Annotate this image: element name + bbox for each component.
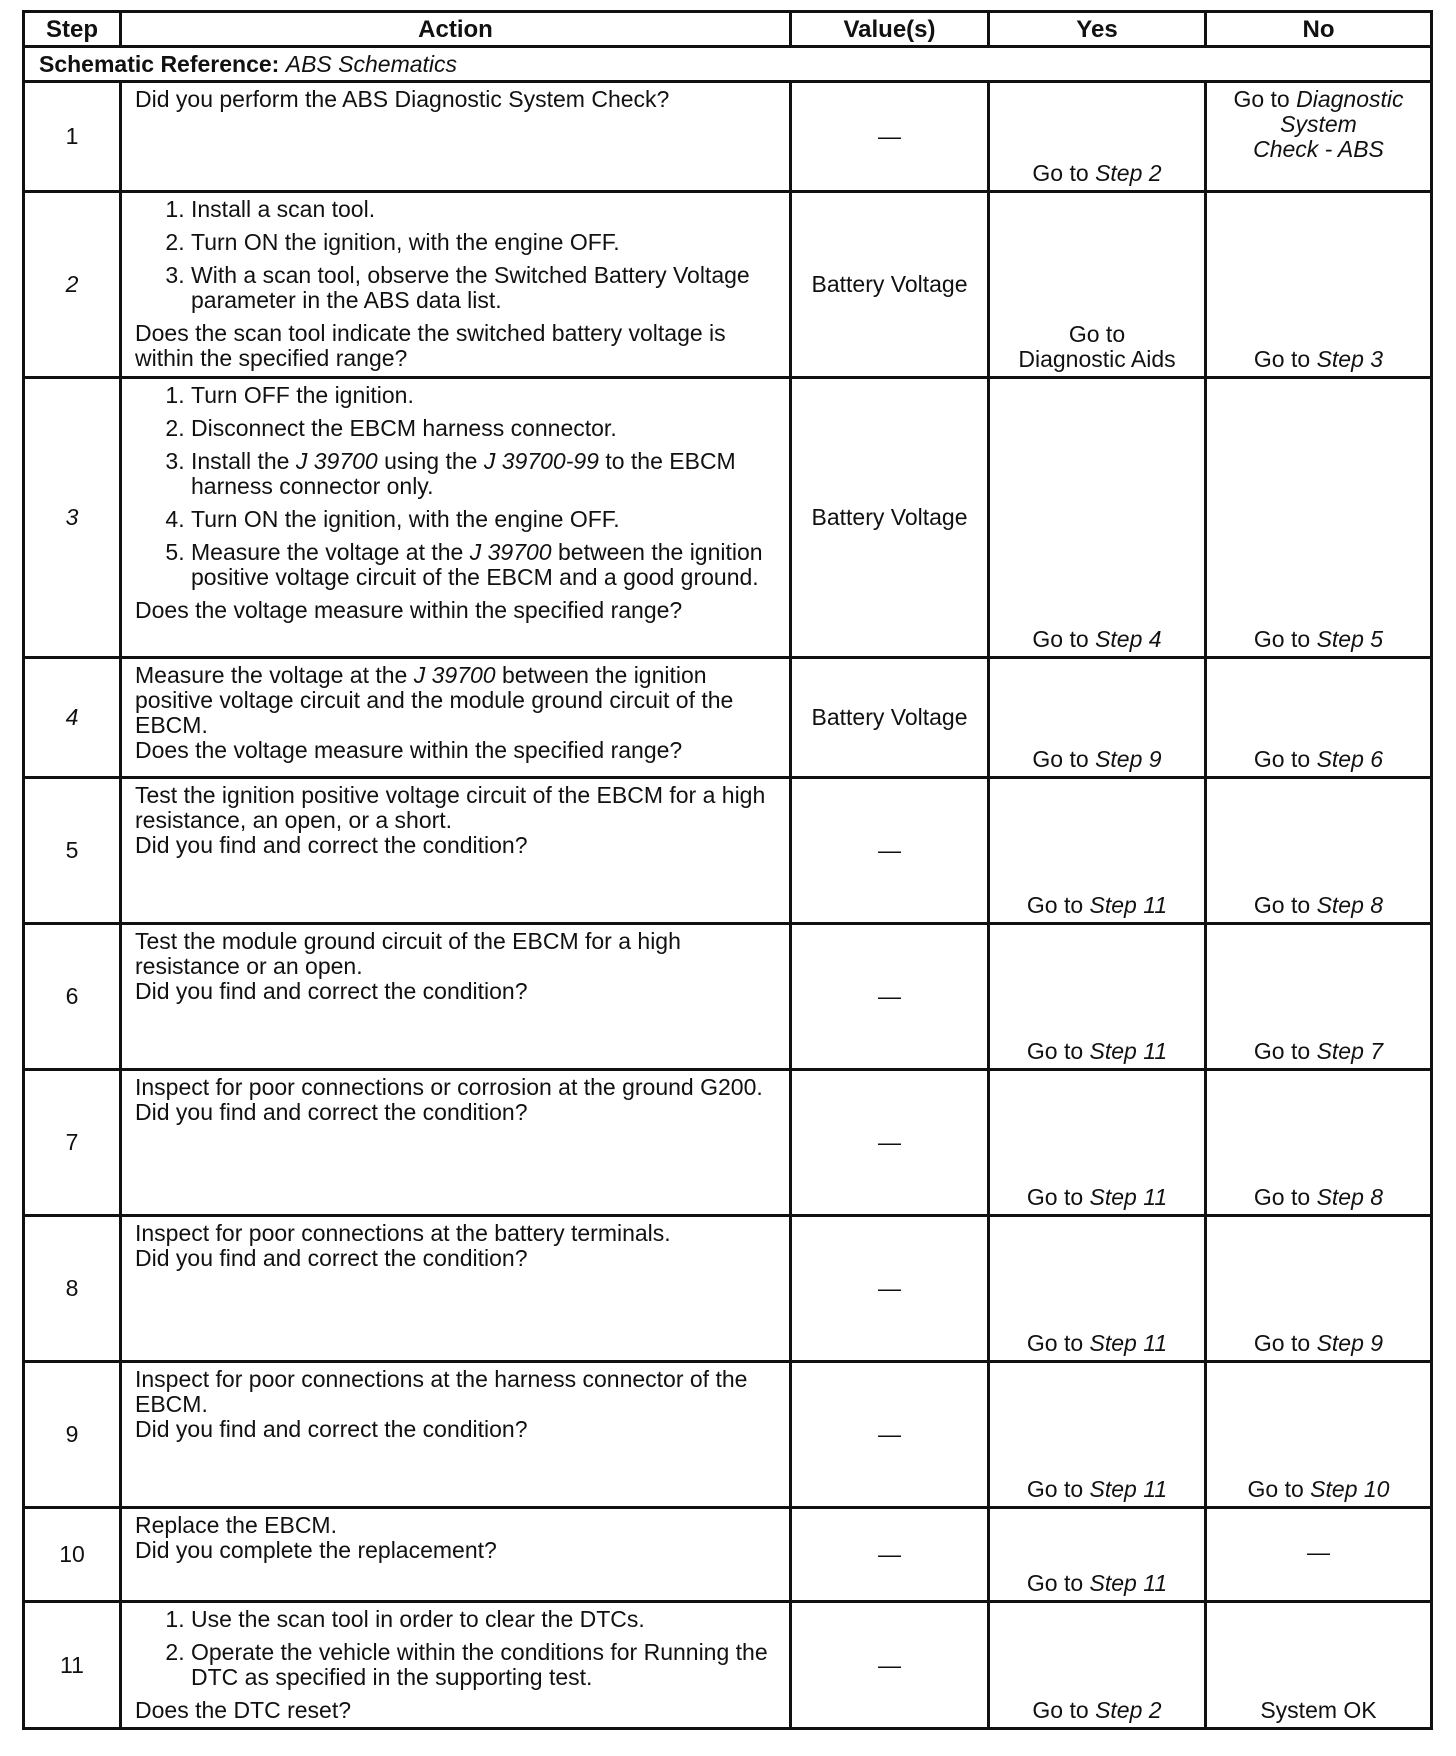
diagnostic-link[interactable]: Diagnostic bbox=[1296, 86, 1404, 112]
table-row bbox=[24, 1602, 1432, 1729]
no-cell: Go to Step 9 bbox=[1206, 1216, 1432, 1362]
step-link[interactable]: Step 8 bbox=[1316, 1184, 1384, 1210]
step-link[interactable]: Step 6 bbox=[1316, 746, 1384, 772]
action-text: Inspect for poor connections or corrosion at the ground G200. bbox=[135, 1074, 763, 1100]
step-link[interactable]: Step 11 bbox=[1089, 1330, 1168, 1356]
step-link[interactable]: Step 11 bbox=[1089, 1184, 1168, 1210]
no-cell: Go to Step 7 bbox=[1206, 924, 1432, 1070]
value-cell: — bbox=[791, 1362, 989, 1508]
value-cell: Battery Voltage bbox=[791, 378, 989, 658]
question-text: Does the voltage measure within the specified range? bbox=[135, 737, 683, 763]
table-row bbox=[24, 1216, 1432, 1362]
yes-cell: Go to Step 4 bbox=[989, 378, 1206, 658]
instruction-list: 1. Use the scan tool in order to clear the DTCs. 2. Operate the vehicle within the conditions for Running the DTC as specified in the supporting test. bbox=[135, 1607, 779, 1698]
value-cell: — bbox=[791, 1602, 989, 1729]
value-cell: — bbox=[791, 82, 989, 192]
diagnostic-table bbox=[22, 10, 1433, 1730]
action-text: Test the ignition positive voltage circuit of the EBCM for a high resistance, an open, or a short. bbox=[135, 782, 766, 833]
no-cell: Go to Step 8 bbox=[1206, 1070, 1432, 1216]
header-step: Step bbox=[24, 12, 121, 47]
table-row bbox=[24, 1070, 1432, 1216]
no-cell: Go to Diagnostic System Check - ABS bbox=[1206, 82, 1432, 192]
question-text: Did you find and correct the condition? bbox=[135, 832, 528, 858]
yes-cell: Go to Step 2 bbox=[989, 82, 1206, 192]
no-cell: Go to Step 6 bbox=[1206, 658, 1432, 778]
step-link[interactable]: Step 4 bbox=[1095, 626, 1162, 652]
yes-cell: Go to Step 11 bbox=[989, 1508, 1206, 1602]
yes-cell: Go to Diagnostic Aids bbox=[989, 192, 1206, 378]
question-text: Does the voltage measure within the specified range? bbox=[135, 597, 683, 623]
action-text: Inspect for poor connections at the harness connector of the EBCM. bbox=[135, 1366, 748, 1417]
step-number: 10 bbox=[24, 1508, 121, 1602]
yes-cell: Go to Step 11 bbox=[989, 924, 1206, 1070]
value-cell: — bbox=[791, 1216, 989, 1362]
instruction-list: 1. Turn OFF the ignition. 2. Disconnect the EBCM harness connector. 3. Install the J 39700 using the J 39700-99 to the EBCM harness connector only. 4. Turn ON the ignition, with the engine OFF. 5. Measure the voltage at the J 39700 between the ignition positive voltage circuit of the EBCM and a good ground. bbox=[135, 383, 779, 598]
step-link[interactable]: Step 11 bbox=[1089, 1476, 1168, 1502]
yes-cell: Go to Step 11 bbox=[989, 1216, 1206, 1362]
step-link[interactable]: Step 2 bbox=[1095, 1697, 1162, 1723]
step-number: 3 bbox=[24, 378, 121, 658]
header-row bbox=[24, 12, 1432, 47]
table-row bbox=[24, 924, 1432, 1070]
step-number: 11 bbox=[24, 1602, 121, 1729]
step-link[interactable]: Step 9 bbox=[1316, 1330, 1384, 1356]
table-row bbox=[24, 82, 1432, 192]
yes-cell: Go to Step 2 bbox=[989, 1602, 1206, 1729]
action-text: Did you perform the ABS Diagnostic System Check? bbox=[135, 86, 670, 112]
value-cell: — bbox=[791, 924, 989, 1070]
header-action: Action bbox=[121, 12, 791, 47]
step-number: 9 bbox=[24, 1362, 121, 1508]
table-row bbox=[24, 658, 1432, 778]
yes-cell: Go to Step 9 bbox=[989, 658, 1206, 778]
table-row bbox=[24, 1362, 1432, 1508]
value-cell: Battery Voltage bbox=[791, 192, 989, 378]
step-link[interactable]: Step 11 bbox=[1089, 892, 1168, 918]
yes-cell: Go to Step 11 bbox=[989, 778, 1206, 924]
header-yes: Yes bbox=[989, 12, 1206, 47]
schematic-label: Schematic Reference: bbox=[39, 50, 280, 77]
header-values: Value(s) bbox=[791, 12, 989, 47]
diagnostic-aids-link[interactable]: Diagnostic Aids bbox=[1018, 346, 1176, 372]
question-text: Did you find and correct the condition? bbox=[135, 1416, 528, 1442]
schematic-link[interactable]: ABS Schematics bbox=[285, 50, 458, 77]
question-text: Does the DTC reset? bbox=[135, 1697, 352, 1723]
step-link[interactable]: Step 9 bbox=[1095, 746, 1162, 772]
question-text: Does the scan tool indicate the switched battery voltage is within the specified range? bbox=[135, 320, 726, 371]
action-text: Test the module ground circuit of the EBCM for a high resistance or an open. bbox=[135, 928, 681, 979]
question-text: Did you find and correct the condition? bbox=[135, 1099, 528, 1125]
step-number: 5 bbox=[24, 778, 121, 924]
yes-cell: Go to Step 11 bbox=[989, 1070, 1206, 1216]
question-text: Did you find and correct the condition? bbox=[135, 978, 528, 1004]
table-row bbox=[24, 1508, 1432, 1602]
step-link[interactable]: Step 11 bbox=[1089, 1038, 1168, 1064]
step-number: 4 bbox=[24, 658, 121, 778]
header-no: No bbox=[1206, 12, 1432, 47]
step-link[interactable]: Step 11 bbox=[1089, 1570, 1168, 1596]
no-cell: Go to Step 5 bbox=[1206, 378, 1432, 658]
instruction-list: 1. Install a scan tool. 2. Turn ON the ignition, with the engine OFF. 3. With a scan tool, observe the Switched Battery Voltage parameter in the ABS data list. bbox=[135, 197, 779, 321]
step-number: 8 bbox=[24, 1216, 121, 1362]
no-cell: Go to Step 8 bbox=[1206, 778, 1432, 924]
step-link[interactable]: Step 2 bbox=[1095, 160, 1162, 186]
step-number: 2 bbox=[24, 192, 121, 378]
step-number: 1 bbox=[24, 82, 121, 192]
value-cell: — bbox=[791, 1508, 989, 1602]
step-number: 7 bbox=[24, 1070, 121, 1216]
schematic-reference-row bbox=[24, 47, 1432, 82]
no-cell: System OK bbox=[1206, 1602, 1432, 1729]
step-link[interactable]: Step 5 bbox=[1316, 626, 1384, 652]
value-cell: Battery Voltage bbox=[791, 658, 989, 778]
table-row bbox=[24, 192, 1432, 378]
action-text: Replace the EBCM. bbox=[135, 1512, 337, 1538]
step-link[interactable]: Step 7 bbox=[1316, 1038, 1384, 1064]
question-text: Did you complete the replacement? bbox=[135, 1537, 497, 1563]
question-text: Did you find and correct the condition? bbox=[135, 1245, 528, 1271]
value-cell: — bbox=[791, 778, 989, 924]
no-cell: Go to Step 3 bbox=[1206, 192, 1432, 378]
no-cell: Go to Step 10 bbox=[1206, 1362, 1432, 1508]
step-link[interactable]: Step 3 bbox=[1316, 346, 1384, 372]
step-link[interactable]: Step 8 bbox=[1316, 892, 1384, 918]
action-text: Inspect for poor connections at the battery terminals. bbox=[135, 1220, 671, 1246]
value-cell: — bbox=[791, 1070, 989, 1216]
step-link[interactable]: Step 10 bbox=[1310, 1476, 1390, 1502]
step-number: 6 bbox=[24, 924, 121, 1070]
table-row bbox=[24, 778, 1432, 924]
no-cell: — bbox=[1206, 1508, 1432, 1602]
table-row bbox=[24, 378, 1432, 658]
action-text: Measure the voltage at the J 39700 between the ignition positive voltage circuit and the module ground circuit of the EBCM. bbox=[135, 662, 734, 738]
yes-cell: Go to Step 11 bbox=[989, 1362, 1206, 1508]
